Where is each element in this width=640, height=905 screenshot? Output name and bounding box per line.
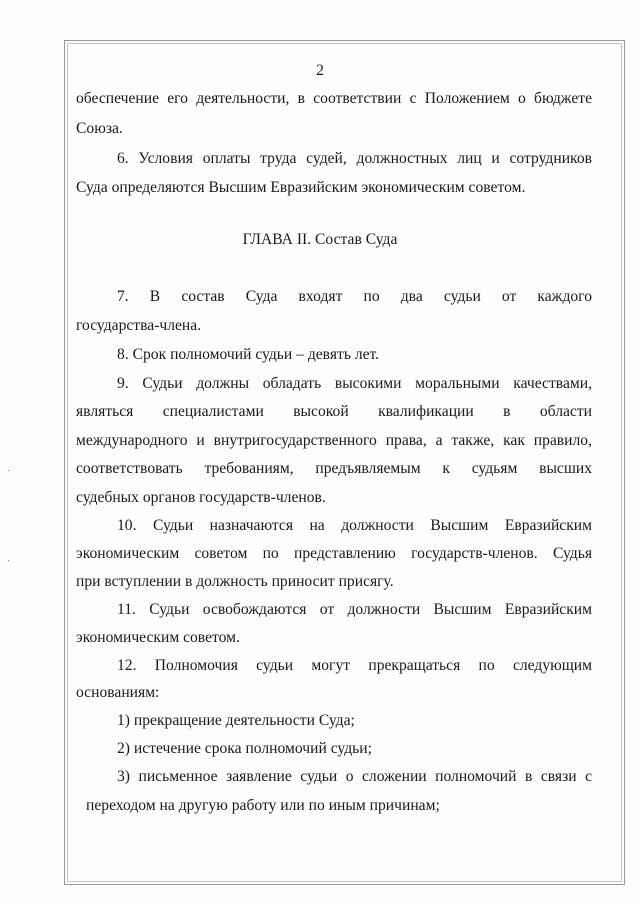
paragraph-line: обеспечение его деятельности, в соответствии с Положением о бюджете [76,90,592,107]
page-number: 2 [316,62,324,79]
paragraph-line: соответствовать требованиям, предъявляемым к судьям высших [76,460,592,477]
list-item: 1) прекращение деятельности Суда; [117,712,355,729]
paragraph-line: 12. Полномочия судьи могут прекращаться по следующим [117,657,592,674]
paragraph-line: при вступлении в должность приносит присягу. [76,573,394,590]
paragraph-line: 8. Срок полномочий судьи – девять лет. [117,346,380,363]
paragraph-line: Суда определяются Высшим Евразийским экономическим советом. [76,179,526,196]
paragraph-line: экономическим советом. [76,629,240,646]
paragraph-line: экономическим советом по представлению государств-членов. Судья [76,545,592,562]
paragraph-line: 10. Судьи назначаются на должности Высшим Евразийским [117,517,592,534]
list-item: 3) письменное заявление судьи о сложении полномочий в связи с [117,768,592,785]
paragraph-line: являться специалистами высокой квалификации в области [76,403,592,420]
paragraph-line: 7. В состав Суда входят по два судьи от каждого [117,288,592,305]
paragraph-line: основаниям: [76,684,160,701]
paragraph-line: международного и внутригосударственного права, а также, как правило, [76,432,592,449]
paragraph-line: Союза. [76,120,123,137]
list-item: 2) истечение срока полномочий судьи; [117,740,372,757]
scan-speck [8,560,9,561]
paragraph-line: переходом на другую работу или по иным причинам; [86,797,440,814]
paragraph-line: государства-члена. [76,317,202,334]
paragraph-line: 9. Судьи должны обладать высокими моральными качествами, [117,375,592,392]
scan-speck [8,470,9,471]
paragraph-line: 6. Условия оплаты труда судей, должностных лиц и сотрудников [117,150,592,167]
chapter-title: ГЛАВА II. Состав Суда [242,231,398,248]
paragraph-line: 11. Судьи освобождаются от должности Высшим Евразийским [117,601,592,618]
paragraph-line: судебных органов государств-членов. [76,489,326,506]
